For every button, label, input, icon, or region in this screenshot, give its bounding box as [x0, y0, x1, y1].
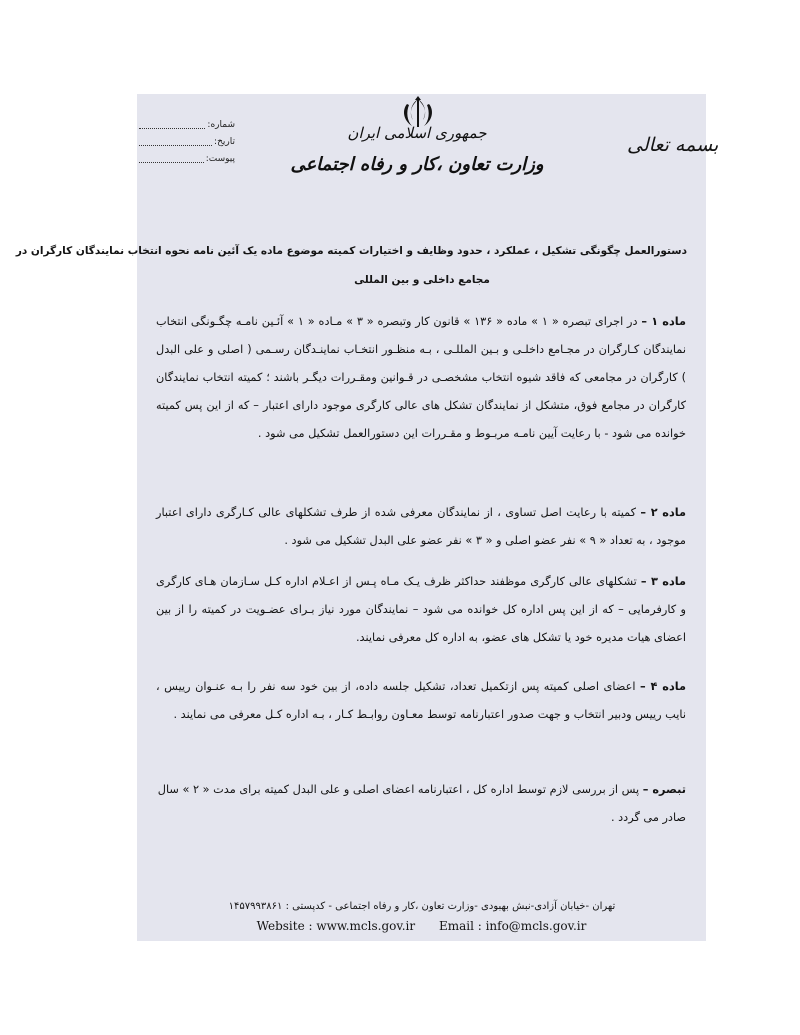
meta-date-label: تاریخ: [214, 136, 235, 147]
article-1 [156, 308, 686, 448]
note-heading: تبصره – [642, 783, 686, 796]
basmala: بسمه تعالی [627, 134, 719, 156]
article-3-heading: ماده ۳ – [640, 575, 687, 588]
meta-number-label: شماره: [207, 119, 235, 130]
article-4 [156, 673, 686, 729]
footer-contacts [137, 919, 706, 933]
article-3 [156, 568, 686, 652]
document-title-line1: دستورالعمل چگونگی تشکیل ، عملکرد ، حدود وظایف و اختیارات کمیته موضوع ماده یک آئین نامه نحوه انتخاب نمایندگان کارگران در [15, 245, 687, 257]
meta-attachment-label: پیوست: [205, 153, 235, 164]
footer-website: Website : www.mcls.gov.ir [256, 919, 416, 933]
footer-email: Email : info@mcls.gov.ir [438, 919, 587, 933]
document-title-line2: مجامع داخلی و بین المللی [354, 274, 490, 286]
meta-date-dots [139, 137, 212, 146]
article-3-text: تشکلهای عالی کارگری موظفند حداکثر ظرف یـک مـاه پـس از اعـلام اداره کـل سـازمان هـای کارگری و کارفرمایی – که از این پس اداره کل خوانده می شود – نمایندگان مورد نیاز بـرای عضـویت در کمیته را از بین اعضای هیات مدیره خود یا تشکل های عضو، به اداره کل معرفی نمایند. [156, 575, 686, 644]
meta-date [139, 133, 235, 150]
meta-number-dots [139, 120, 205, 129]
article-2-text: کمیته با رعایت اصل تساوی ، از نمایندگان معرفی شده از طرف تشکلهای عالی کـارگری دارای اعتبار موجود ، به تعداد « ۹ » نفر عضو اصلی و « ۳ » نفر عضو علی البدل تشکیل می شود . [156, 506, 686, 547]
meta-attachment [139, 150, 235, 167]
article-2 [156, 499, 686, 555]
article-4-text: اعضای اصلی کمیته پس ازتکمیل تعداد، تشکیل جلسه داده، از بین خود سه نفر را بـه عنـوان رییس ، نایب رییس ودبیر انتخاب و جهت صدور اعتبارنامه توسط معـاون روابـط کـار ، بـه اداره کـل معرفی می نمایند . [156, 680, 686, 721]
letterhead-country: جمهوری اسلامی ایران [347, 124, 487, 142]
article-4-heading: ماده ۴ – [640, 680, 686, 693]
letterhead-ministry: وزارت تعاون ،کار و رفاه اجتماعی [290, 154, 544, 175]
meta-number [139, 116, 235, 133]
article-1-heading: ماده ۱ – [641, 315, 686, 328]
letter-meta [139, 116, 235, 167]
note-text: پس از بررسی لازم توسط اداره کل ، اعتبارنامه اعضای اصلی و علی البدل کمیته برای مدت « ۲ » سال صادر می گردد . [157, 783, 686, 824]
footer-address: تهران -خیابان آزادی-نبش بهبودی -وزارت تعاون ،کار و رفاه اجتماعی - کدپستی : ۱۴۵۷۹۹۳۸۶۱ [228, 901, 616, 912]
letter-page [15, 94, 719, 941]
meta-attachment-dots [139, 154, 204, 163]
article-1-text: در اجرای تبصره « ۱ » ماده « ۱۳۶ » قانون کار وتبصره « ۳ » مـاده « ۱ » آئـین نامـه چگـونگی انتخاب نمایندگان کـارگران در مجـامع داخلـی و بـین المللـی ، بـه منظـور انتخـاب نماینـدگان رسـمی ( اصلی و علی البدل ) کارگران در مجامعی که فاقد شیوه انتخاب مشخصـی در قـوانین ومقـررات دیگـر باشند ؛ کمیته انتخاب نمایندگان کارگران در مجامع فوق، متشکل از نمایندگان تشکل های عالی کارگری موجود دارای اعتبار – که از این پس کمیته خوانده می شود - با رعایت آیین نامـه مربـوط و مقـررات این دستورالعمل تشکیل می شود . [156, 315, 686, 440]
article-2-heading: ماده ۲ – [640, 506, 686, 519]
note-paragraph [156, 776, 686, 832]
